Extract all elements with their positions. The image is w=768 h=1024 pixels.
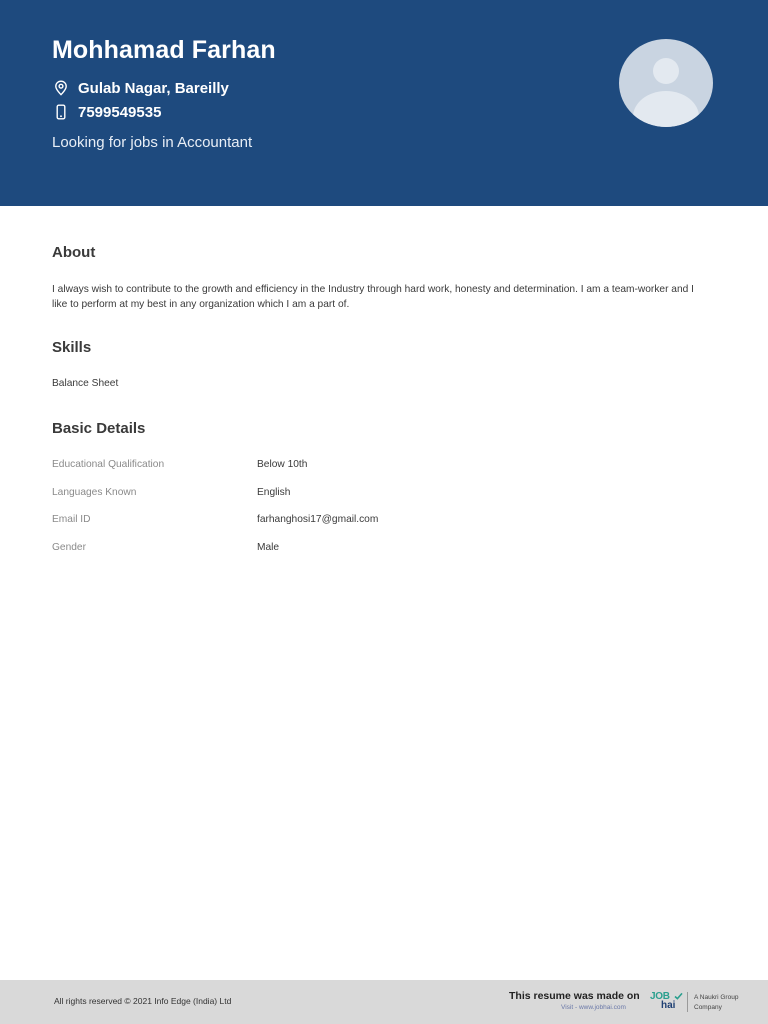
location-pin-icon xyxy=(52,79,70,97)
candidate-name: Mohhamad Farhan xyxy=(52,36,276,64)
phone-number: 7599549535 xyxy=(78,103,162,121)
detail-value-email: farhanghosi17@gmail.com xyxy=(257,514,379,525)
about-text: I always wish to contribute to the growth and efficiency in the Industry through hard work, honesty and determination. I am a team-worker and I like to perform at my best in any organization which I am a part of. xyxy=(52,284,694,310)
logo-divider xyxy=(687,992,688,1012)
phone-row xyxy=(52,103,161,121)
naukri-group-line2: Company xyxy=(694,1003,722,1011)
visit-link[interactable]: Visit - www.jobhai.com xyxy=(561,1004,626,1011)
logo-job-text: JOB xyxy=(650,991,670,1002)
detail-label-education: Educational Qualification xyxy=(52,459,165,470)
location-text: Gulab Nagar, Bareilly xyxy=(78,79,229,97)
jobhai-logo[interactable] xyxy=(650,991,684,1013)
logo-check-icon xyxy=(674,992,683,1000)
skill-item: Balance Sheet xyxy=(52,378,119,389)
detail-label-languages: Languages Known xyxy=(52,487,137,498)
logo-hai-text: hai xyxy=(661,1000,676,1011)
detail-label-gender: Gender xyxy=(52,542,86,553)
about-heading: About xyxy=(52,244,96,261)
detail-label-email: Email ID xyxy=(52,514,91,525)
user-avatar-icon xyxy=(619,39,713,127)
skills-heading: Skills xyxy=(52,339,92,356)
basic-details-heading: Basic Details xyxy=(52,420,146,437)
location-row xyxy=(52,79,229,97)
made-on-text: This resume was made on xyxy=(509,990,640,1002)
detail-value-gender: Male xyxy=(257,542,280,553)
job-tagline: Looking for jobs in Accountant xyxy=(52,134,253,151)
naukri-group-line1: A Naukri Group xyxy=(694,994,739,1001)
page-footer xyxy=(0,980,768,1024)
detail-value-languages: English xyxy=(257,487,291,498)
detail-value-education: Below 10th xyxy=(257,459,308,470)
naukri-group-text xyxy=(694,993,754,1012)
profile-header xyxy=(0,0,768,206)
copyright-text: All rights reserved © 2021 Info Edge (India) Ltd xyxy=(54,996,232,1006)
mobile-phone-icon xyxy=(52,103,70,121)
